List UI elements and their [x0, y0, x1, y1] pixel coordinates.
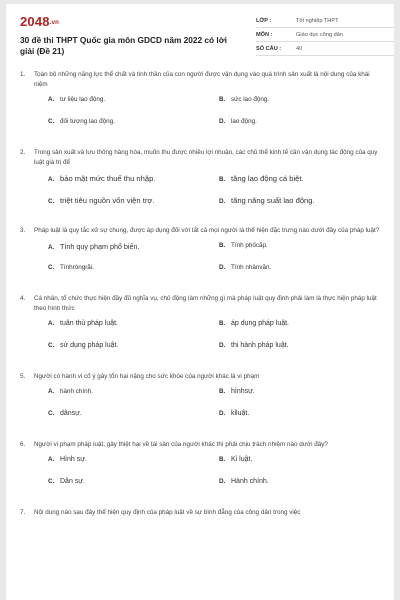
option-a[interactable] [48, 320, 118, 327]
option-row [34, 264, 382, 286]
option-text: Hình sự. [60, 456, 87, 463]
option-c[interactable] [48, 196, 154, 205]
option-text: Tính nhânvăn. [231, 264, 272, 271]
option-row [34, 410, 382, 432]
option-text: áp dụng pháp luật. [231, 320, 289, 327]
option-key: D. [219, 198, 226, 205]
option-row [34, 242, 382, 264]
question-5 [20, 372, 382, 440]
option-text: thi hành pháp luật. [231, 342, 289, 349]
option-a[interactable] [48, 96, 105, 103]
option-row [34, 320, 382, 342]
document-page [6, 4, 394, 600]
site-logo[interactable] [20, 14, 59, 29]
option-d[interactable] [219, 342, 289, 349]
option-key: B. [219, 388, 226, 395]
option-row [34, 478, 382, 500]
option-d[interactable] [219, 264, 271, 271]
option-key: D. [219, 478, 226, 485]
question-2 [20, 148, 382, 226]
option-text: tăng lao động cá biệt. [231, 174, 304, 183]
answer-options [20, 242, 382, 286]
answer-options [20, 174, 382, 218]
option-key: C. [48, 118, 55, 125]
meta-row-subject [256, 28, 394, 42]
option-text: dânsự. [60, 410, 82, 417]
question-number: 3. [20, 227, 26, 234]
question-text: Toàn bộ những năng lực thể chất và tinh thần của con người được vận dụng vào quá trình sản xuất là nội dung của khái niệm [34, 71, 370, 88]
option-a[interactable] [48, 456, 87, 463]
option-key: C. [48, 264, 55, 271]
question-text: Người có hành vi cố ý gây tổn hại nặng cho sức khỏe của người khác là vi phạm [34, 373, 260, 380]
document-header [20, 14, 382, 64]
option-text: kỉluật. [231, 410, 250, 417]
answer-options [20, 456, 382, 500]
option-text: lao động. [231, 118, 257, 125]
option-b[interactable] [219, 174, 304, 183]
question-4 [20, 294, 382, 372]
option-text: triệt tiêu nguồn vốn viện trợ. [60, 196, 155, 205]
option-text: sức lao động. [231, 96, 270, 103]
answer-options [20, 320, 382, 364]
question-stem [20, 148, 382, 168]
option-c[interactable] [48, 342, 118, 349]
option-row [34, 388, 382, 410]
option-b[interactable] [219, 456, 252, 463]
meta-key: MÔN : [256, 32, 273, 38]
option-text: Kỉ luật. [231, 456, 253, 463]
option-text: Tính quy phạm phổ biến. [60, 242, 140, 251]
question-number: 2. [20, 149, 26, 156]
question-text: Người vi phạm pháp luật, gây thiệt hại về tài sản của người khác thì phải chịu trách nhiệm nào dưới đây? [34, 441, 328, 448]
question-number: 5. [20, 373, 26, 380]
option-text: hành chính. [60, 388, 93, 395]
option-key: D. [219, 410, 226, 417]
option-c[interactable] [48, 118, 115, 125]
meta-row-class [256, 14, 394, 28]
option-key: B. [219, 96, 226, 103]
option-text: Hành chính. [231, 478, 269, 485]
option-key: D. [219, 264, 226, 271]
question-stem [20, 226, 382, 236]
question-number: 7. [20, 509, 26, 516]
question-number: 1. [20, 71, 26, 78]
meta-value: Tốt nghiệp THPT [296, 18, 339, 24]
option-row [34, 196, 382, 218]
option-text: Tínhròngrãi. [60, 264, 94, 271]
option-text: tăng năng suất lao động. [231, 196, 315, 205]
option-c[interactable] [48, 410, 82, 417]
option-key: B. [219, 456, 226, 463]
logo-main-text: 2048 [20, 14, 50, 29]
question-number: 6. [20, 441, 26, 448]
question-stem [20, 440, 382, 450]
question-list [20, 70, 382, 518]
option-key: B. [219, 242, 226, 249]
option-d[interactable] [219, 118, 257, 125]
option-key: C. [48, 410, 55, 417]
option-text: bảo mật mức thuế thu nhập. [60, 174, 156, 183]
option-a[interactable] [48, 242, 140, 251]
question-6 [20, 440, 382, 508]
question-1 [20, 70, 382, 148]
option-key: C. [48, 478, 55, 485]
option-d[interactable] [219, 410, 249, 417]
question-text: Pháp luật là quy tắc xử sự chung, được áp dụng đối với tất cả mọi người là thể hiện đặc trưng nào dưới đây của pháp luật? [34, 227, 380, 234]
option-key: D. [219, 118, 226, 125]
answer-options [20, 388, 382, 432]
option-a[interactable] [48, 174, 155, 183]
question-stem [20, 70, 382, 90]
option-row [34, 96, 382, 118]
question-3 [20, 226, 382, 294]
option-c[interactable] [48, 264, 94, 271]
question-number: 4. [20, 295, 26, 302]
option-key: C. [48, 198, 55, 205]
option-b[interactable] [219, 388, 255, 395]
option-a[interactable] [48, 388, 93, 395]
question-7 [20, 508, 382, 518]
option-key: D. [219, 342, 226, 349]
option-row [34, 456, 382, 478]
option-key: A. [48, 244, 55, 251]
option-d[interactable] [219, 196, 315, 205]
option-row [34, 118, 382, 140]
logo-sub-text: .vn [49, 20, 60, 26]
option-key: B. [219, 320, 226, 327]
meta-key: SỐ CÂU : [256, 46, 282, 52]
option-key: B. [219, 176, 226, 183]
option-row [34, 342, 382, 364]
option-c[interactable] [48, 478, 85, 485]
option-text: Tính phốcấp. [231, 242, 268, 249]
question-text: Nội dung nào sau đây thể hiện quy định của pháp luật về sự bình đẳng của công dân trong việc [34, 509, 301, 516]
option-b[interactable] [219, 96, 269, 103]
option-key: A. [48, 320, 55, 327]
exam-title: 30 đề thi THPT Quốc gia môn GDCD năm 2022 có lời giải (Đề 21) [20, 35, 227, 56]
option-text: Dân sự. [60, 478, 85, 485]
option-key: A. [48, 456, 55, 463]
meta-value: Giáo dục công dân [296, 32, 343, 38]
answer-options [20, 96, 382, 140]
meta-row-count [256, 42, 394, 56]
question-stem [20, 508, 382, 518]
meta-key: LỚP : [256, 18, 272, 24]
exam-meta [256, 14, 394, 56]
question-text: Cá nhân, tổ chức thực hiện đầy đủ nghĩa vụ, chủ động làm những gì mà pháp luật quy định phải làm là thực hiện pháp luật theo hình thức [34, 295, 377, 312]
option-text: hìnhsự. [231, 388, 255, 395]
option-text: tư liệu lao động. [60, 96, 106, 103]
option-row [34, 174, 382, 196]
option-b[interactable] [219, 320, 289, 327]
question-text: Trong sản xuất và lưu thông hàng hóa, muốn thu được nhiều lợi nhuận, các chủ thể kinh tế cần vận dụng tác động của quy luật giá trị để [34, 149, 378, 166]
question-stem [20, 372, 382, 382]
option-text: đối tượng lao động. [60, 118, 115, 125]
option-b[interactable] [219, 242, 268, 249]
option-d[interactable] [219, 478, 269, 485]
question-stem [20, 294, 382, 314]
option-key: A. [48, 176, 55, 183]
option-text: sử dụng pháp luật. [60, 342, 119, 349]
option-key: A. [48, 96, 55, 103]
option-text: tuân thủ pháp luật. [60, 320, 118, 327]
meta-value: 40 [296, 46, 303, 52]
option-key: A. [48, 388, 55, 395]
option-key: C. [48, 342, 55, 349]
